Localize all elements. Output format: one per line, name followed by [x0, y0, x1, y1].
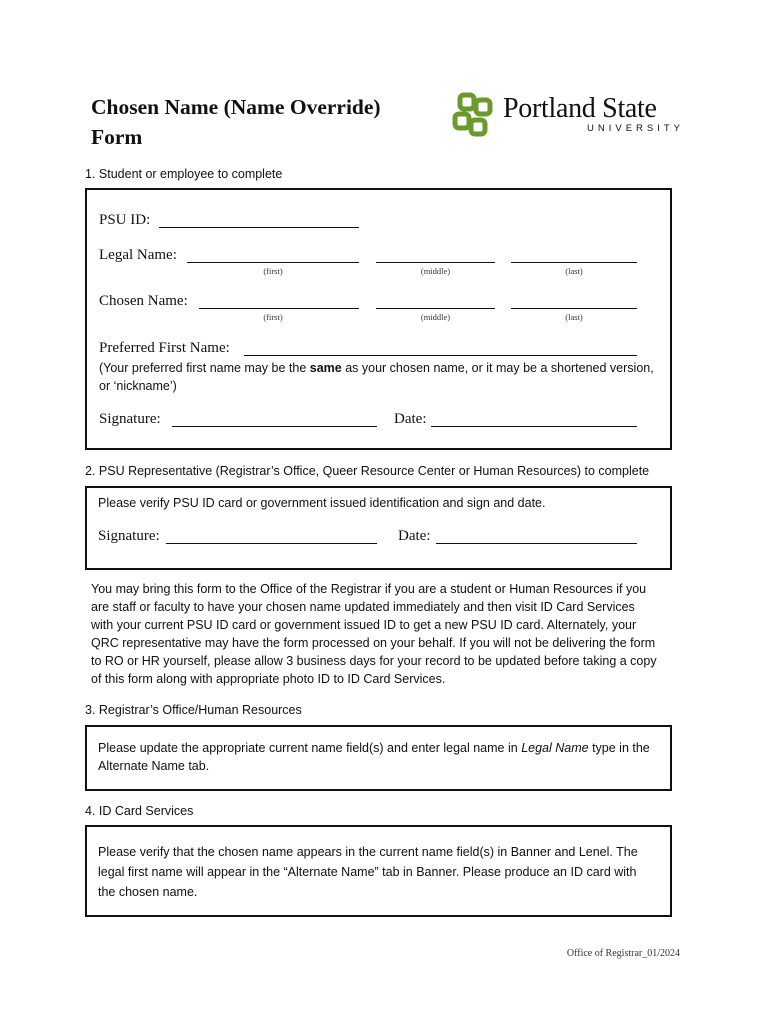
footer-text: Office of Registrar_01/2024 — [566, 948, 680, 959]
signature-field[interactable] — [172, 426, 377, 427]
psu-id-field[interactable] — [159, 227, 359, 228]
section4-line: legal first name will appear in the “Alternate Name” tab in Banner. Please produce an ID card with — [98, 865, 637, 879]
chosen-middle-field[interactable] — [376, 308, 495, 309]
rep-signature-field[interactable] — [166, 543, 377, 544]
form-title-line1: Chosen Name (Name Override) — [91, 95, 381, 119]
preferred-name-label: Preferred First Name: — [99, 340, 230, 356]
paragraph-line: of this form along with appropriate photo ID to ID Card Services. — [91, 672, 446, 686]
section3-text-1: Please update the appropriate current name field(s) and enter legal name in — [98, 741, 522, 755]
chosen-last-field[interactable] — [511, 308, 637, 309]
legal-first-field[interactable] — [187, 262, 359, 263]
date-label: Date: — [394, 411, 427, 427]
chosen-last-hint: (last) — [565, 312, 583, 322]
preferred-name-field[interactable] — [244, 355, 637, 356]
chosen-first-hint: (first) — [263, 312, 283, 322]
section4-line: the chosen name. — [98, 885, 198, 899]
signature-label: Signature: — [99, 411, 161, 427]
legal-last-field[interactable] — [511, 262, 637, 263]
rep-date-field[interactable] — [436, 543, 637, 544]
chosen-first-field[interactable] — [199, 308, 359, 309]
section3-box — [85, 725, 672, 791]
preferred-note-line2: or ‘nickname’) — [99, 379, 177, 393]
legal-name-label: Legal Name: — [99, 247, 177, 263]
psu-logo — [452, 92, 685, 140]
section4-box — [85, 825, 672, 917]
legal-last-hint: (last) — [565, 266, 583, 276]
legal-middle-hint: (middle) — [420, 266, 451, 276]
preferred-note-bold: same — [309, 361, 342, 375]
section3-text-line2: Alternate Name tab. — [98, 759, 210, 773]
psu-logo-mark-icon — [452, 92, 498, 138]
section1-heading: 1. Student or employee to complete — [85, 167, 283, 181]
chosen-name-label: Chosen Name: — [99, 293, 188, 309]
rep-date-label: Date: — [398, 528, 431, 544]
form-title-line2: Form — [91, 125, 143, 149]
section2-box — [85, 486, 672, 570]
legal-middle-field[interactable] — [376, 262, 495, 263]
paragraph-line: with your current PSU ID card or government issued ID to get a new PSU ID card. Alternately, your — [91, 618, 637, 632]
preferred-name-note — [99, 359, 669, 395]
preferred-note-text-2: as your chosen name, or it may be a shortened version, — [341, 361, 654, 375]
form-title — [91, 92, 381, 152]
chosen-middle-hint: (middle) — [420, 312, 451, 322]
section2-instruction: Please verify PSU ID card or government issued identification and sign and date. — [98, 496, 546, 510]
preferred-note-text: (Your preferred first name may be the — [99, 361, 310, 375]
instructions-paragraph — [91, 580, 681, 688]
logo-name: Portland State — [503, 93, 657, 124]
section3-text-2: type in the — [588, 741, 650, 755]
paragraph-line: You may bring this form to the Office of the Registrar if you are a student or Human Resources if you — [91, 582, 647, 596]
paragraph-line: are staff or faculty to have your chosen name updated immediately and then visit ID Card Services — [91, 600, 635, 614]
date-field[interactable] — [431, 426, 637, 427]
section3-heading: 3. Registrar’s Office/Human Resources — [85, 703, 302, 717]
section3-text-italic: Legal Name — [521, 741, 589, 755]
psu-id-label: PSU ID: — [99, 212, 151, 228]
paragraph-line: QRC representative may have the form processed on your behalf. If you will not be delivering the form — [91, 636, 656, 650]
rep-signature-label: Signature: — [98, 528, 160, 544]
logo-university: UNIVERSITY — [587, 123, 685, 134]
section1-box — [85, 188, 672, 450]
section3-text — [98, 739, 668, 775]
section4-heading: 4. ID Card Services — [85, 804, 194, 818]
section4-line: Please verify that the chosen name appears in the current name field(s) in Banner and Lenel. The — [98, 845, 638, 859]
paragraph-line: to RO or HR yourself, please allow 3 business days for your record to be updated before taking a copy — [91, 654, 657, 668]
section2-heading: 2. PSU Representative (Registrar’s Office, Queer Resource Center or Human Resources) to complete — [85, 464, 650, 478]
legal-first-hint: (first) — [263, 266, 283, 276]
section4-text — [98, 842, 668, 902]
